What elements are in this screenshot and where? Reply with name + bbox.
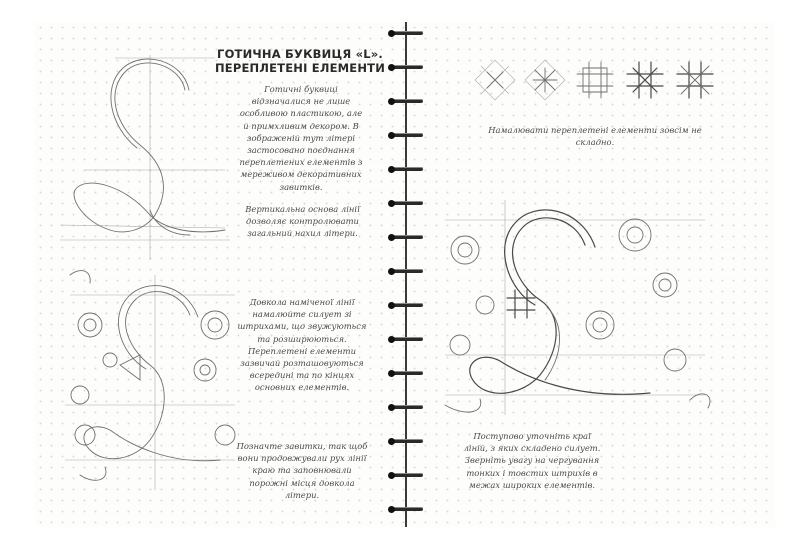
spiral-ring [388,200,426,207]
spiral-ring [388,64,426,71]
spiral-ring [388,370,426,377]
spiral-ring [388,302,426,309]
left-paragraph-1: Готичні буквиці відзначалися не лише особливою пластикою, але й примхливим декором. В зображеній тут літері застосовано поєднання переплетених елементів з мереживом декоративних завитків. [239,84,363,192]
spiral-ring [388,132,426,139]
title-line-2: ПЕРЕПЛЕТЕНІ ЕЛЕМЕНТИ [214,61,386,75]
spiral-ring [388,404,426,411]
left-paragraph-2: Вертикальна основа лінії дозволяє контролювати загальний нахил літери. [245,204,360,239]
spiral-ring [388,336,426,343]
spiral-ring [388,506,426,513]
right-paragraph-2: Поступово уточніть краї ліній, з яких складено силует. Зверніть увагу на чергування тонких і товстих штрихів в межах широких елементів. [463,431,601,490]
left-paragraph-3: Довкола наміченої лінії намалюйте силует зі штрихами, що звужуються та розширюються. Переплетені елементи зазвичай розташовуються всередині та по кінцях основних елементів. [237,297,367,393]
spiral-ring [388,438,426,445]
spiral-binding [388,30,428,520]
spiral-ring [388,166,426,173]
left-paragraph-4: Позначте завитки, так щоб вони продовжували рух лінії краю та заповнювали порожні місця довкола літери. [236,441,368,500]
letter-l-ornament-sketch [50,255,250,495]
page-title [214,47,386,75]
letter-l-final-sketch [435,195,720,420]
spiral-ring [388,98,426,105]
right-paragraph-1: Намалювати переплетені елементи зовсім не складно. [488,125,702,148]
interlace-steps-sketch [465,50,725,110]
spiral-ring [388,234,426,241]
spiral-ring [388,268,426,275]
spiral-ring [388,472,426,479]
letter-l-construction-sketch [55,50,235,265]
spiral-ring [388,30,426,37]
title-line-1: ГОТИЧНА БУКВИЦЯ «L». [217,47,383,61]
